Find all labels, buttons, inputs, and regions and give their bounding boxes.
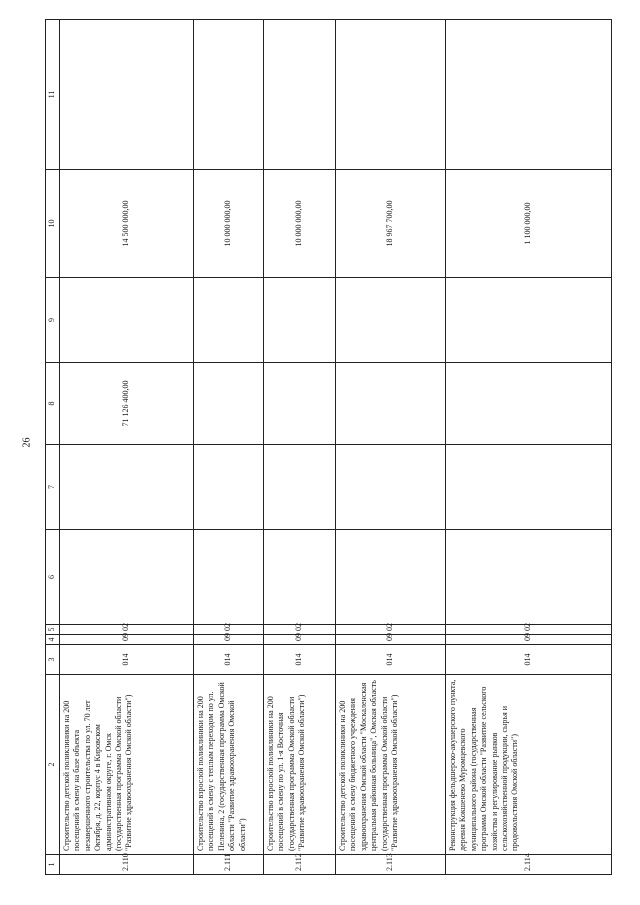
cell-col3: 014 <box>446 645 612 675</box>
cell-col5: 02 <box>264 625 336 635</box>
cell-col8 <box>264 363 336 445</box>
col-header-5: 5 <box>46 625 60 635</box>
object-description: Строительство детской поликлиники на 200 посещений в смену бюджетного учреждения здравоохранения Омской области "Москаленская центральная районная больница", Омская область (государственная программа Омской области "Развитие здравоохранения Омской области") <box>336 675 446 855</box>
cell-col4: 09 <box>336 635 446 645</box>
col-header-11: 11 <box>46 20 60 170</box>
cell-col9 <box>336 278 446 363</box>
cell-col7 <box>264 445 336 530</box>
object-description: Строительство детской поликлиники на 200 посещений в смену на базе объекта незавершенного строительства по ул. 70 лет Октября, д. 22, корпус 4 в Кировском административном округе, г. Омск (государственная программа Омской области "Развитие здравоохранения Омской области") <box>60 675 194 855</box>
col-header-10: 10 <box>46 170 60 278</box>
cell-col10: 10 000 000,00 <box>194 170 264 278</box>
cell-col4: 09 <box>194 635 264 645</box>
cell-col6 <box>336 530 446 625</box>
row-number: 2.113 <box>336 855 446 875</box>
cell-col10: 10 000 000,00 <box>264 170 336 278</box>
page-number: 26 <box>21 437 33 448</box>
row-number: 2.114 <box>446 855 612 875</box>
cell-col7 <box>60 445 194 530</box>
row-number: 2.110 <box>60 855 194 875</box>
cell-col10: 14 500 000,00 <box>60 170 194 278</box>
cell-col7 <box>336 445 446 530</box>
table-row <box>336 20 446 875</box>
budget-table <box>45 19 612 875</box>
cell-col3: 014 <box>60 645 194 675</box>
cell-col5: 02 <box>194 625 264 635</box>
table-row <box>264 20 336 875</box>
cell-col5: 02 <box>60 625 194 635</box>
object-description: Строительство взрослой поликлиники на 200 посещений в смену по ул. 1-я Восточная (государственная программа Омской области "Развитие здравоохранения Омской области") <box>264 675 336 855</box>
row-number: 2.112 <box>264 855 336 875</box>
table-row <box>60 20 194 875</box>
col-header-3: 3 <box>46 645 60 675</box>
col-header-7: 7 <box>46 445 60 530</box>
cell-col11 <box>194 20 264 170</box>
cell-col5: 02 <box>446 625 612 635</box>
cell-col8: 71 126 400,00 <box>60 363 194 445</box>
table-row <box>446 20 612 875</box>
cell-col8 <box>446 363 612 445</box>
cell-col7 <box>194 445 264 530</box>
cell-col11 <box>336 20 446 170</box>
cell-col5: 02 <box>336 625 446 635</box>
cell-col8 <box>336 363 446 445</box>
cell-col6 <box>194 530 264 625</box>
col-header-1: 1 <box>46 855 60 875</box>
cell-col10: 1 100 000,00 <box>446 170 612 278</box>
row-number: 2.111 <box>194 855 264 875</box>
cell-col6 <box>60 530 194 625</box>
object-description: Реконструкция фельдшерско-акушерского пункта, деревня Кокшенево Муромцевского муниципального района (государственная программа Омской области "Развитие сельского хозяйства и регулирование рынков сельскохозяйственной продукции, сырья и продовольствия Омской области") <box>446 675 612 855</box>
column-number-row <box>46 20 60 875</box>
cell-col7 <box>446 445 612 530</box>
cell-col10: 18 967 700,00 <box>336 170 446 278</box>
col-header-4: 4 <box>46 635 60 645</box>
cell-col9 <box>446 278 612 363</box>
col-header-6: 6 <box>46 530 60 625</box>
cell-col11 <box>264 20 336 170</box>
cell-col3: 014 <box>264 645 336 675</box>
object-description: Строительство взрослой поликлиники на 200 посещений в смену с теплым переходом по ул. Пеленина, 2 (государственная программа Омской области "Развитие здравоохранения Омской области") <box>194 675 264 855</box>
document-page <box>45 20 610 875</box>
table-row <box>194 20 264 875</box>
cell-col8 <box>194 363 264 445</box>
col-header-8: 8 <box>46 363 60 445</box>
cell-col6 <box>264 530 336 625</box>
cell-col4: 09 <box>264 635 336 645</box>
cell-col6 <box>446 530 612 625</box>
cell-col4: 09 <box>446 635 612 645</box>
cell-col11 <box>60 20 194 170</box>
cell-col3: 014 <box>194 645 264 675</box>
col-header-2: 2 <box>46 675 60 855</box>
cell-col4: 09 <box>60 635 194 645</box>
cell-col3: 014 <box>336 645 446 675</box>
cell-col9 <box>194 278 264 363</box>
cell-col11 <box>446 20 612 170</box>
cell-col9 <box>60 278 194 363</box>
cell-col9 <box>264 278 336 363</box>
col-header-9: 9 <box>46 278 60 363</box>
